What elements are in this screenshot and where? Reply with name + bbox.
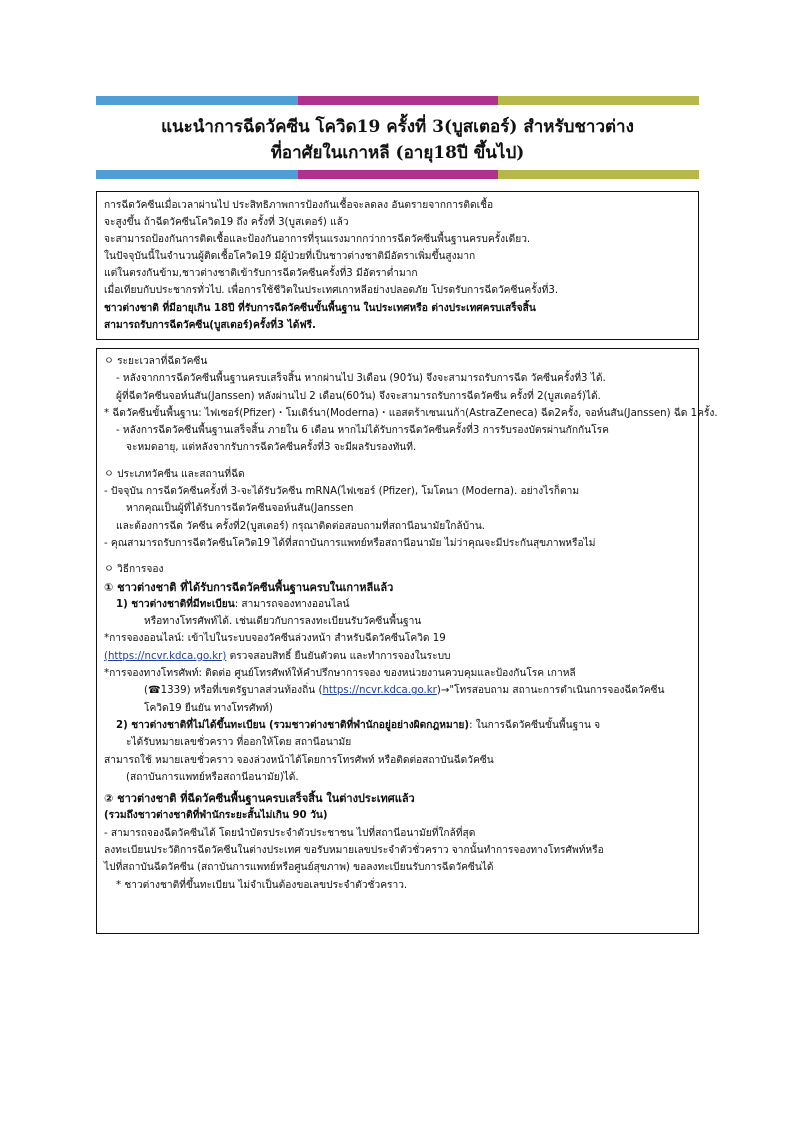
booking-section-2-subtitle: (รวมถึงชาวต่างชาติที่พำนักระยะสั้นไม่เกิน 90 วัน) — [104, 810, 328, 822]
schedule-line: ผู้ที่ฉีดวัคซีนจอห์นสัน(Janssen) หลังผ่านไป 2 เดือน(60วัน) จึงจะสามารถรับการฉีดวัคซีน ครั้งที่ 2(บูสเตอร์)ได้. — [116, 390, 601, 402]
booking-line: - สามารถจองฉีดวัคซีนได้ โดยนำบัตรประจำตัวประชาชน ไปที่สถานีอนามัยที่ใกล้ที่สุด — [104, 827, 476, 839]
booking-line: ไปที่สถาบันฉีดวัคซีน (สถาบันการแพทย์หรือศูนย์สุขภาพ) ขอลงทะเบียนรับการฉีดวัคซีนได้ — [104, 862, 494, 874]
schedule-heading: ㅇ ระยะเวลาที่ฉีดวัคซีน — [104, 356, 208, 367]
booking-section-1-title: ① ชาวต่างชาติ ที่ได้รับการฉีดวัคซีนพื้นฐานครบในเกาหลีแล้ว — [104, 580, 394, 594]
page-title — [96, 114, 699, 166]
booking-text: (☎1339) หรือที่เขตรัฐบาลส่วนท้องถิ่น ( — [144, 685, 323, 697]
booking-note: * ชาวต่างชาติที่ขึ้นทะเบียน ไม่จำเป็นต้องขอเลขประจำตัวชั่วคราว. — [116, 879, 408, 891]
color-bar-purple-top — [298, 96, 498, 105]
title-line-1: แนะนำการฉีดวัคซีน โควิด19 ครั้งที่ 3(บูสเตอร์) สำหรับชาวต่าง — [161, 117, 634, 137]
types-line: - ปัจจุบัน การฉีดวัคซีนครั้งที่ 3-จะได้รับวัคซีน mRNA(ไฟเซอร์ (Pfizer), โมโดนา (Moderna). อย่างไรก็ตาม — [104, 486, 580, 498]
types-heading: ㅇ ประเภทวัคซีน และสถานที่ฉีด — [104, 468, 245, 480]
booking-heading: ㅇ วิธีการจอง — [104, 564, 164, 576]
unregistered-label: 2) ชาวต่างชาติที่ไม่ได้ขึ้นทะเบียน (รวมชาวต่างชาติที่พำนักอยู่อย่างผิดกฎหมาย) — [116, 719, 470, 731]
types-line: - คุณสามารถรับการฉีดวัคซีนโควิด19 ได้ที่สถาบันการแพทย์หรือสถานีอนามัย ไม่ว่าคุณจะมีประกันสุขภาพหรือไม่ — [104, 537, 596, 549]
booking-line: สามารถใช้ หมายเลขชั่วคราว จองล่วงหน้าได้โดยการโทรศัพท์ หรือติดต่อสถาบันฉีดวัคซีน — [104, 754, 494, 766]
color-bar-olive-bottom — [498, 170, 699, 179]
booking-text: ตรวจสอบสิทธิ์ ยืนยันตัวตน และทำการจองในระบบ — [226, 650, 451, 662]
booking-text: )→"โทรสอบถาม สถานะการดำเนินการจองฉีดวัคซีน — [436, 685, 665, 697]
ncvr-link-2[interactable]: https://ncvr.kdca.go.kr — [322, 685, 437, 697]
intro-line: แต่ในตรงกันข้าม,ชาวต่างชาติเข้ารับการฉีดวัคซีนครั้งที่3 มีอัตราต่ำมาก — [104, 268, 418, 280]
intro-bold-line: สามารถรับการฉีดวัคซีน(บูสเตอร์)ครั้งที่3 ได้ฟรี. — [104, 319, 316, 331]
booking-unregistered-line — [104, 717, 691, 734]
booking-line: (สถาบันการแพทย์หรือสถานีอนามัย)ได้. — [126, 771, 299, 783]
booking-line: ะได้รับหมายเลขชั่วคราว ที่ออกให้โดย สถานีอนามัย — [126, 737, 352, 749]
intro-line: ในปัจจุบันนี้ในจำนวนผู้ติดเชื้อโควิด19 มีผู้ป่วยที่เป็นชาวต่างชาติมีอัตราเพิ่มขึ้นสูงมาก — [104, 251, 476, 263]
booking-online-line: *การจองออนไลน์: เข้าไปในระบบจองวัคซีนล่วงหน้า สำหรับฉีดวัคซีนโควิด 19 — [104, 633, 446, 645]
intro-line: จะสามารถป้องกันการติดเชื้อและป้องกันอาการที่รุนแรงมากกว่าการฉีดวัคซีนพื้นฐานครบครั้งเดียว. — [104, 234, 531, 246]
color-bar-olive-top — [498, 96, 699, 105]
schedule-note: * ฉีดวัคซีนขั้นพื้นฐาน: ไฟเซอร์(Pfizer)・โมเดิร์นา(Moderna)・แอสตร้าเซนเนก้า(AstraZeneca) ฉีด2ครั้ง, จอห์นสัน(Janssen) ฉีด 1ครั้ง. — [104, 407, 718, 419]
booking-line: โควิด19 ยืนยัน ทางโทรศัพท์) — [144, 702, 273, 714]
intro-box — [96, 191, 699, 340]
booking-line — [104, 682, 691, 699]
color-bar-blue-bottom — [96, 170, 298, 179]
booking-line: ลงทะเบียนประวัติการฉีดวัคซีนในต่างประเทศ ขอรับหมายเลขประจำตัวชั่วคราว จากนั้นทำการจองทางโทรศัพท์หรือ — [104, 845, 604, 857]
booking-line: หรือทางโทรศัพท์ได้. เช่นเดียวกับการลงทะเบียนรับวัคซีนพื้นฐาน — [144, 616, 422, 628]
registered-label: 1) ชาวต่างชาติที่มีทะเบียน — [116, 598, 235, 610]
registered-text: : สามารถจองทางออนไลน์ — [234, 598, 350, 610]
color-bar-purple-bottom — [298, 170, 498, 179]
intro-bold-line: ชาวต่างชาติ ที่มีอายุเกิน 18ปี ที่รับการฉีดวัคซีนขั้นพื้นฐาน ในประเทศหรือ ต่างประเทศครบเสร็จสิ้น — [104, 302, 536, 314]
unregistered-text: : ในการฉีดวัคซีนขั้นพื้นฐาน จ — [469, 719, 601, 731]
booking-registered-line — [104, 596, 691, 613]
details-box — [96, 348, 718, 934]
intro-line: เมื่อเทียบกับประชากรทั่วไป. เพื่อการใช้ชีวิตในประเทศเกาหลีอย่างปลอดภัย โปรดรับการฉีดวัคซีนครั้งที่3. — [104, 285, 559, 297]
schedule-line: จะหมดอายุ, แต่หลังจากรับการฉีดวัคซีนครั้งที่3 จะมีผลรับรองทันที. — [126, 442, 417, 454]
title-line-2: ที่อาศัยในเกาหลี (อายุ18ปี ขึ้นไป) — [270, 143, 525, 163]
ncvr-link[interactable]: (https://ncvr.kdca.go.kr) — [104, 650, 227, 662]
intro-line: จะสูงขึ้น ถ้าฉีดวัคซีนโควิด19 ถึง ครั้งที่ 3(บูสเตอร์) แล้ว — [104, 217, 349, 229]
schedule-line: - หลังการฉีดวัคซีนพื้นฐานเสร็จสิ้น ภายใน 6 เดือน หากไม่ได้รับการฉีดวัคซีนครั้งที่3 การรับรองบัตรผ่านกักกันโรค — [116, 425, 609, 437]
booking-phone-line: *การจองทางโทรศัพท์: ติดต่อ ศูนย์โทรศัพท์ให้คำปรึกษาการจอง ของหน่วยงานควบคุมและป้องกันโรค เกาหลี — [104, 668, 576, 680]
types-line: หากคุณเป็นผู้ที่ได้รับการฉีดวัคซีนจอห์นสัน(Janssen — [126, 503, 354, 515]
intro-line: การฉีดวัคซีนเมื่อเวลาผ่านไป ประสิทธิภาพการป้องกันเชื้อจะลดลง อันตรายจากการติดเชื้อ — [104, 200, 494, 211]
booking-section-2-title: ② ชาวต่างชาติ ที่ฉีดวัคซีนพื้นฐานครบเสร็จสิ้น ในต่างประเทศแล้ว — [104, 792, 415, 806]
types-line: และต้องการฉีด วัคซีน ครั้งที่2(บูสเตอร์) กรุณาติดต่อสอบถามที่สถานีอนามัยใกล้บ้าน. — [116, 520, 486, 532]
schedule-line: - หลังจากการฉีดวัคซีนพื้นฐานครบเสร็จสิ้น หากผ่านไป 3เดือน (90วัน) จึงจะสามารถรับการฉีด วัคซีนครั้งที่3 ได้. — [116, 373, 606, 385]
booking-line — [104, 648, 691, 665]
color-bar-blue-top — [96, 96, 298, 105]
